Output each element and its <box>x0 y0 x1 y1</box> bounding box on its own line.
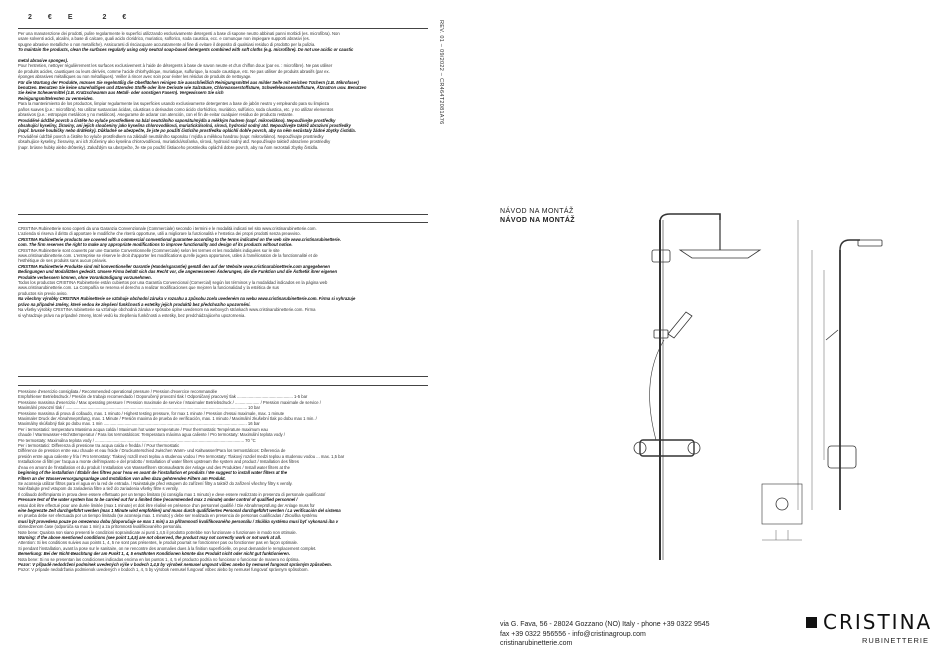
text-line: Pressione d'esercizio consigliata / Recommended operational pressure / Pression d'exercice recommandée <box>18 389 218 394</box>
logo-square-icon <box>806 617 817 628</box>
brand-logo <box>806 610 932 645</box>
side-mixer <box>828 446 856 468</box>
text-line: (např. brusné houbičky nebo drátěnky). Důkladně se ubezpečte, že jste po použití čisticího prostředku opláchli dobře povrch, aby na něm nezůstaly žádné zbytky čistidla. <box>18 128 356 134</box>
header-symbol: € <box>47 14 52 21</box>
text-line: L'azienda si riserva il diritto di apportare le modifiche che riterrà opportune, utili a migliorare la funzionalità e l'estetica dei propri prodotti senza preavviso. <box>18 231 301 237</box>
text-line: Pressione massima di prova di collaudo, max. 1 minuto / Highest testing pressure, for max 1 minute / Pression d'essai maximale, max. 1 minute <box>18 410 285 416</box>
text-line: www.cristinarubinetterie.com. L'entreprise se réserve le droit d'apporter les modifications qu'elle jugera opportunes, utiles à l'amélioration de la fonctionnalité et de <box>18 253 318 259</box>
divider <box>18 385 428 386</box>
warranty-text-block <box>18 226 428 344</box>
text-line: obsahujúce kyseliny, žieraviny, ani ich zlúčeniny ako kyselina chlorovodíková, muriatická/soľanka, sírová, hydroxid sodný atď. Nepoužívajte taktiež abrazívne prostriedky <box>18 139 331 145</box>
text-line: Installazione di filtri per l'acqua a monte dell'impianto e del prodotto / Installation of water filters upstream the system and product / Installation des filtres <box>18 459 299 465</box>
text-line: Il collaudo dell'impianto in prova deve essere effettuato per un tempo limitato (si consiglia max 1 minuto) e deve essere realizzato in presenza di personale qualificato/ <box>18 491 326 497</box>
text-line: Filtern an der Wasserversorgungsanlage und Installation von allen dazu gehörenden Filtern am Produkt. <box>18 475 226 481</box>
text-line: si vyhradzuje právo na prípadné zmeny, ktoré vedú ku zlepšeniu funkčnosti a estetiky, bez predchádzajúceho upozornenia. <box>18 312 246 318</box>
divider <box>18 376 428 377</box>
text-line: Empfohlener Betriebsdruck / Presión de trabajo recomendado / Doporučený provozní tlak / Odporúčaný pracovný tlak ................................................ 1-5 bar <box>18 394 308 400</box>
text-line: eine begrenzte Zeit durchgeführt werden (max 1 Minute wird empfohlen) und muss durch qualifiziertes Personal durchgeführt werden / La verificación del sistema <box>18 507 341 513</box>
text-line: Attention: Si les conditions suivies aux points 1, 4, 5 ne sont pas présentes, le produit pourrait ne fonctionner pas ou fonctionner pas en façon optimale. <box>18 540 299 546</box>
header-symbols <box>28 14 428 24</box>
text-line: Prováděné údržbě povrch a čistěte ho vyluče prostředkem na bází neutrálního saponátu/mýdla a měkkým hadrem (např. mikrovlákno). Nepoužívejte prostředky <box>18 117 336 123</box>
text-line: Pozor: V prípade nedodržania podmienok uvedených v bodoch 1, 4, 5 by výrobok nemusel fungovať vôbec alebo by nemusel fungovať správnym spôsobom. <box>18 567 309 573</box>
text-line: Na všechny výrobky CRISTINA Rubinetterie se vztahuje obchodní záruka v rozsahu a způsobu zcela uvedeném na webu www.cristinarubinetterie.com. Firma si vyhrazuje <box>18 296 356 302</box>
text-line: Sie keine Scheuermittel (z.B. Kratzschwamm aus Metall- oder sonstigen Fasern). Vergewissern Sie sich <box>18 90 224 96</box>
thermostatic-mixer <box>640 440 694 456</box>
text-line: CRISTINA Rubinetterie sont couverts par une Garantie Conventionnelle (Commerciale) selon les termes et les modalités indiquées sur le site <box>18 247 280 253</box>
logo-mark <box>806 610 932 634</box>
text-line: Pre termostaty: Maximálna teplota vody / ................................................................................................................................ 70 °C <box>18 437 256 443</box>
title-line-2: NÁVOD NA MONTÁŽ <box>500 217 575 224</box>
text-line: Pozor: V případě nedodržení podmínek uvedených výše v bodech 1,4,5 by výrobek nemusel ungovat vůbec anebo by nemusel fungovat správným způsobem. <box>18 562 332 567</box>
logo-subtitle: RUBINETTERIE <box>862 636 930 645</box>
document-code-text: REV. 01 – 09/2022 – CR464T2081A76 <box>438 20 444 125</box>
text-line: musí být provedena pouze po omezenou dobu (doporučuje se max 1 min) a za přítomnosti kvalifikovaného personálu / Skúška systému musí byť vykonaná iba v <box>18 518 339 524</box>
text-line: Na všetky výrobky CRISTINA rubinetterie sa vzťahuje obchodná záruka v spôsobe úplne uvedenom na webovych stránkach www.cristinarubinetterie.com. Firma <box>18 307 316 313</box>
text-line: Nainštalujte pred vstupom do zariadenia filtre a tiež do zariadenia všetky filtre s ventily. <box>18 486 179 492</box>
side-shower-head <box>858 240 882 246</box>
text-line: právo na případné změny, které vedou ke zlepšení funkčnosti a estetiky jejich produktů bez předchozího upozornění. <box>18 301 251 307</box>
text-line: Produkte verbessern können, ohne Vorankündigung vorzunehmen. <box>18 274 152 280</box>
text-line: Maximaler Druck der Abnahmeprüfung, max. 1 Minute / Presión maxima de prueba de verificación, max. 1 minuto / Maximální zkušební tlak po dobu max 1 min. / <box>18 416 317 422</box>
header-symbol: 2 <box>102 14 107 21</box>
logo-name: CRISTINA <box>823 610 933 634</box>
company-footer <box>500 620 710 649</box>
shower-arm <box>660 214 720 222</box>
text-line: Maximálny skúšobný tlak po dobu max. 1 min ........................................................................................................................... 16 bar <box>18 421 260 427</box>
text-line: Bedingungen und Modalitäten gedeckt. Unsere Firma behält sich das Recht vor, die angemessenen Änderungen, die die Funktion und die Ästhetik ihrer eigenen <box>18 269 338 275</box>
text-line: abrasivos (p.e.: estropajos metálicos y no metálicos). Asegurarse de aclarar con atención, con el fin de evitar cualquier residuo de producto restante. <box>18 112 294 118</box>
text-line: Maximální provozní tlak / ............................................................................................................................................................ 10 bar <box>18 405 261 411</box>
header-symbol: E <box>67 14 73 21</box>
specifications-text-block <box>18 389 428 651</box>
manual-title <box>500 207 575 225</box>
title-line-1: NÁVOD NA MONTÁŽ <box>500 208 574 215</box>
text-line: obsahující kyseliny, žíraviny, ani jejich sloučeniny jako kyselina chlorovodíková, muriatická/solná, sírová, hydroxid sodný atd. Nepoužívejte taktéž abrazivní prostředky <box>18 122 351 128</box>
text-line: d'eau en amont de l'installation et du produit / Installation von Wasserfiltern stromaufwärts der Anlage und des Produktes / Install water filters at the <box>18 464 290 470</box>
header-row-wrap <box>18 14 428 24</box>
divider <box>18 214 428 215</box>
text-line: chaude / Warmwasser-Höchsttemperatur / Para los termostáticos: Temperatura máxima agua caliente / Pro termostaty: Maximální teplota vody / <box>18 432 285 438</box>
text-line: Per una manutenzione dei prodotti, pulire regolarmente le superfici utilizzando esclusivamente detergenti a base di sapone neutro abbinati panni morbidi (es. microfibra). Non <box>18 31 340 36</box>
text-line: de produits acides, caustiques ou leurs dérivés, comme l'acide chlorhydrique, muriatique, sulfurique, la soude caustique, etc. Ne pas utiliser de produits abrasifs (par ex. <box>18 68 330 74</box>
text-line: Reinigungsmittelresten zu vermeiden. <box>18 95 94 101</box>
maintenance-text-block <box>18 31 428 206</box>
text-line: Warning: If the above mentioned conditions (see point 1,4,5) are not observed, the product may not correctly work or not work at all. <box>18 534 282 540</box>
text-line: Für die Wartung der Produkte, müssen Sie regelmäßig die Oberflächen reinigen Sie ausschließlich Reinigungsmittel aus milder Seife mit weichen Tüchern (z.B. Mikrofaser) <box>18 79 359 85</box>
text-line: com. The firm reserves the right to make any appropriate modifications to improve functionality and design of its products without notice. <box>18 242 293 248</box>
document-code <box>436 20 446 220</box>
footer-address: via G. Fava, 56 - 28024 Gozzano (NO) Italy - phone +39 0322 9545 <box>500 621 710 628</box>
divider <box>18 28 428 29</box>
text-line: Se aconseja utilizar filtros para el agua en la red de entrada. / Nainstalujte před vstupem do zařízení filtry a taktéž do zařízení všechny filtry s ventily. <box>18 480 293 486</box>
text-line: Si pendant l'installation, avant la pose sur le sanitaire, on ne rencontre des anomalies dues à la finition superficielle, on peut demander le remplacement complet. <box>18 545 317 551</box>
divider <box>18 222 428 223</box>
text-line: en prueba debe ser efectuada por un tiempo limitado (se aconseja max. 1 minuto) y debe ser realizada en presencia de personas cualificadas / Zkouška systému <box>18 513 318 519</box>
footer-web: cristinarubinetterie.com <box>500 640 573 647</box>
hose <box>650 340 664 440</box>
text-line: To maintain the products, clean the surfaces regularly using only neutral soap-based detergents combined with soft cloths (e.g. microfibre). Do not use acidic or caustic <box>18 47 354 53</box>
text-line: Nota bene: Si no se presentan las condiciones indicadas encima en los puntos 1, 4, 5 el producto podría no funcionar o funcionar de manera no óptima. <box>18 556 300 562</box>
text-line: metal abrasive sponges). <box>18 58 69 64</box>
text-line: www.cristinarubinetterie.com. La Compañía se reserva el derecho a realizar modificaciones que mejoren la funcionalidad y la estética de sus <box>18 285 279 291</box>
text-line: Note bene: Qualora non siano presenti le condizioni sopraindicate ai punti 1,4,5 il prodotto potrebbe non funzionare o funzionare in modo non ottimale. <box>18 529 297 535</box>
text-line: obmedzenom čase (odporúča sa max 1 min) a za prítomnosti kvalifikovaného personálu. <box>18 524 183 530</box>
text-line: Bemerkung: Bei der Nicht-Beachtung der am Punkt 1, 4, 5 erwähnten Konditionen könnte das Produkt nicht oder nicht gut funktionieren. <box>18 551 290 557</box>
text-line: CRISTINA Rubinetterie Produkte sind mit konventioneller Garantie (Handelsgarantie) gemäß den auf der Website www.cristinarubinetterie.com angegebenen <box>18 263 330 269</box>
text-line: (napr. brúsne hubky alebo drôtenky). Zakaždým sa ubezpečte, že ste po použití čistiaceho prostriedku opláchli dobre povrch, aby na ňom nezostali zbytky čistidla. <box>18 144 319 150</box>
footer-fax: fax +39 0322 956556 - info@cristinagroup.com <box>500 630 646 638</box>
text-line: Todos los productos CRISTINA Rubinetterie están cubiertos por una Garantía Convencional (Comercial) según los términos y la modalidad indicados en la página web <box>18 280 328 286</box>
text-line: essai doit être effectué pour une durée limitée (max 1 minute) et doit être réalisé en présence d'un personnel qualifié / Die Abnahmeprüfung der Anlage muss für <box>18 502 315 508</box>
text-line: productos sin previo aviso. <box>18 290 68 296</box>
text-line: Pour l'entretien, nettoyer régulièrement les surfaces exclusivement à l'aide de détergents à base de savon neutre et d'un chiffon doux (par ex. : microfibre). Ne pas utiliser <box>18 63 333 69</box>
text-line: éponges abrasives métalliques ou non métalliques). Veiller à rincer avec soin pour éviter les résidus de produits de nettoyage. <box>18 74 252 80</box>
text-line: benutzen. Benutzen Sie keine säurehaltigen und ätzenden Stoffe oder ihre Derivate wie Salzsäure, Chlorwasserstoffsäure, Schwefelwasserstoffsäure, Ätznatron usw. Benutzen <box>18 85 367 91</box>
text-line: presión entre agua caliente y fría / Pro termostaty: Tlakový rozdíl mezi teplou a studenou vodou / Pre termostaty: Tlakový rozdiel medzi teplou a studenou vodou ... max. 1,5 bar <box>18 453 345 459</box>
text-line: usare solventi acidi, alcalini, a base di calcare, quali acido cloridrico, muriatico, solforico, soda caustica, ecc. e comunque non impiegare supporti abrasivi (es. <box>18 36 310 42</box>
header-symbol: € <box>122 14 127 21</box>
rain-shower-head <box>680 250 760 258</box>
plan-view <box>762 484 802 524</box>
text-line: Per i termostatici: temperatura Massima acqua calda / Maximum hot water temperature / Pour thermostatic Température maximum eau <box>18 426 268 432</box>
shower-column-drawing <box>600 210 900 570</box>
text-line: Pressure test of the water system has to be carried out for a limited time (recommended max 1 minute) under control of qualified personnel / <box>18 497 298 503</box>
hand-shower <box>668 312 692 338</box>
text-line: Prováděné údržbě povrch a čistěte ho vyluče prostředkem na základě neutrálního saponátu / mýdla a měkkou handrou (napr. mikrovlákno). Nepoužívajte prostriedky <box>18 133 324 139</box>
text-line: Para la mantenimiento de los productos, limpiar regularmente las superficies usando exclusivamente detergentes a base de jabón neutro y empleando para su limpieza <box>18 101 329 107</box>
text-line: Différence de pression entre eau chaude et eau froide / Druckunterschied zwischen Warm- und Kaltwasser/Para los termostáticos: Diferencia de <box>18 448 286 454</box>
header-symbol: 2 <box>28 14 32 21</box>
text-line: CRISTINA Rubinetterie sono coperti da una Garanzia Convenzionale (Commerciale) secondo i termini e le modalità indicati nel sito www.cristinarubinetterie.com. <box>18 226 317 231</box>
text-line: beginning of the installation / Établir des filtres pour l'eau en avant de l'installation et produits / We suggest to install water filters at the <box>18 470 288 476</box>
text-line: l'esthétique de ses produits sans aucun préavis. <box>18 258 108 264</box>
text-line: Pressione massima d'esercizio / Max operating pressure / Pression maximale de service / Maximaler Betriebsdruck / ..................... / Pression maximale de service / <box>18 399 321 405</box>
text-line: CRISTINA Rubinetterie products are covered with a commercial conventional guarantee according to the terms indicated on the web site www.cristinarubinetterie. <box>18 236 341 242</box>
text-line: Per i termostatici: Differenza di pressione tra acqua calda e fredda / / Pour thermostatic <box>18 443 180 449</box>
text-line: spugne abrasive metalliche o non metalliche). Assicurarsi di risciacquare accuratamente al fine di evitare il deposito di qualsiasi residuo di prodotto per la pulizia. <box>18 41 316 47</box>
text-line: paños suaves (p.e.: microfibra). No utilizar sustancias ácidas, cáusticas o derivados como ácido clorhídrico, muriático, sulfúrico, soda cáustica, etc. y no utilizar elementos <box>18 106 334 112</box>
